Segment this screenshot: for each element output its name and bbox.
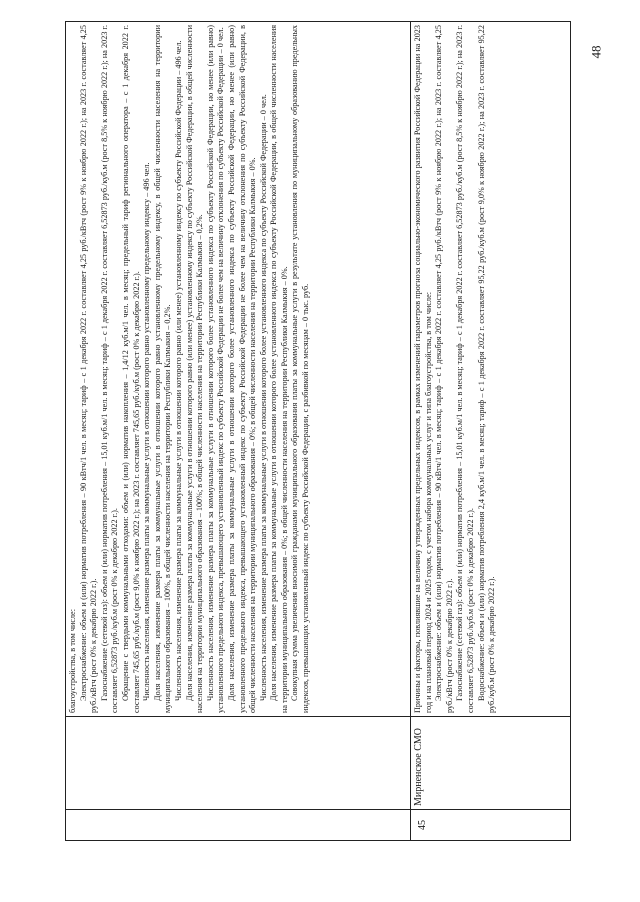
municipality-cell <box>66 717 411 810</box>
paragraph: Газоснабжение (сетевой газ): объем и (или) норматив потребления – 15,01 куб.м/1 чел. в месяц; тариф – с 1 декабря 2022 г. составляет 6,52873 руб./куб.м (рост 8,5% к ноябрю 2022 г.); на 2023 г. составляет 6,52873 руб./куб.м (рост 0% к декабрю 2022 г.). <box>99 25 120 713</box>
paragraph: Численность населения, изменение размера платы за коммунальные услуги в отношении которого равно (или менее) установленному индексу по субъекту Российской Федерации – 496 чел. <box>173 40 183 701</box>
description-cell <box>66 22 411 717</box>
rotated-page-content <box>65 21 570 841</box>
paragraph: благоустройства, в том числе: <box>68 609 77 713</box>
paragraph: Численность населения, изменение размера платы за коммунальные услуги в отношении которого равно установленному предельному индексу – 496 чел. <box>142 162 152 701</box>
paragraph: Газоснабжение (сетевой газ): объем и (или) норматив потребления – 15,01 куб.м/1 чел. в месяц; тариф – с 1 декабря 2022 г. составляет 6,52873 руб./куб.м (рост 8,5% к ноябрю 2022 г.); на 2023 г. составляет 6,52873 руб./куб.м (рост 0% к декабрю 2022 г.). <box>455 25 475 713</box>
paragraph: Электроснабжение: объем и (или) норматив потребления – 90 кВтч/1 чел. в месяц; тариф – с 1 декабря 2022 г. составляет 4,25 руб./кВтч (рост 9% к ноябрю 2022 г.); на 2023 г. составляет 4,25 руб./кВтч (рост 0% к декабрю 2022 г.). <box>78 25 99 713</box>
paragraph: Электроснабжение: объем и (или) норматив потребления – 90 кВтч/1 чел. в месяц; тариф – с 1 декабря 2022 г. составляет 4,25 руб./кВтч (рост 9% к ноябрю 2022 г.); на 2023 г. составляет 4,25 руб./кВтч (рост 0% к декабрю 2022 г.). <box>434 25 454 713</box>
paragraph: Численность населения, изменение размера платы за коммунальные услуги в отношении которого более установленного индекса по субъекту Российской Федерации – 0 чел. <box>258 94 268 701</box>
paragraph: Доля населения, изменение размера платы за коммунальные услуги в отношении которого равно (или менее) установленному индексу по субъекту Российской Федерации, в общей численности населения на территории муниципального образования – 100%; в общей численности населения на территории Республики Калмыкия – 0,2%. <box>184 25 205 713</box>
paragraph: Обращение с твердыми коммунальными отходами: объем и (или) норматив накопления – 1,4/12 куб.м/1 чел. в месяц; предельный тариф регионального оператора – с 1 декабря 2022 г. составляет 745,65 руб./куб.м (рост 9,0% к ноябрю 2022 г.); на 2023 г. составляет 745,65 руб./куб.м (рост 0% к декабрю 2022 г.). <box>120 25 141 713</box>
description-paragraphs <box>413 25 498 713</box>
paragraph: Совокупная сумма увеличения вносимой гражданами муниципального образования платы за коммунальные услуги в результате установления по муниципальному образованию предельных индексов, превышающих установленный индекс по субъекту Российской Федерации, с разбивкой по месяцам – 0 тыс. руб. <box>290 25 311 713</box>
description-cell <box>411 22 571 717</box>
indices-table <box>65 21 571 841</box>
paragraph: Причины и факторы, повлиявшие на величину утвержденных предельных индексов, в рамках изменений параметров прогноза социально-экономического развития Российской Федерации на 2023 год и на плановый период 2024 и 2025 годов, с учетом набора коммунальных услуг и типа благоустройства, в том числе: <box>413 25 433 713</box>
table-row <box>66 22 411 841</box>
page-number: 48 <box>588 45 604 59</box>
paragraph: Доля населения, изменение размера платы за коммунальные услуги в отношении которого более установленного индекса по субъекту Российской Федерации, в общей численности населения на территории муниципального образования – 0%; в общей численности населения на территории Республики Калмыкия – 0%. <box>269 25 289 713</box>
description-paragraphs <box>68 25 312 713</box>
row-number-cell: 45 <box>411 810 571 841</box>
paragraph: Водоснабжение: объем и (или) норматив потребления 2,4 куб.м/1 чел. в месяц; тариф – с 1 декабря 2022 г. составляет 95,22 руб./куб.м (рост 9,0% к ноябрю 2022 г.); на 2023 г. составляет 95,22 руб./куб.м (рост 0% к декабрю 2022 г.). <box>476 25 497 713</box>
paragraph: Доля населения, изменение размера платы за коммунальные услуги в отношении которого равно установленному предельному индексу, в общей численности населения на территории муниципального образования – 100%, в общей численности населения на территории Республики Калмыкия – 0,2%. <box>152 25 173 713</box>
row-number-cell <box>66 810 411 841</box>
paragraph: Доля населения, изменение размера платы за коммунальные услуги в отношении которого более установленного индекса по субъекту Российской Федерации, но менее (или равно) установленного предельного индекса, превышающего установленный индекс по субъекту Российской Федерации не более чем на величину отклонения по субъекту Российской Федерации, в общей численности населения на территории муниципального образования – 0%; в общей численности населения на территории Республики Калмыкия – 0%. <box>226 25 258 713</box>
paragraph: Численность населения, изменение размера платы за коммунальные услуги в отношении которого более установленного индекса по субъекту Российской Федерации, но менее (или равно) установленного предельного индекса, превышающего установленный индекс по субъекту Российской Федерации не более чем на величину отклонения по субъекту Российской Федерации – 0 чел. <box>205 25 226 713</box>
table-row <box>411 22 571 841</box>
municipality-cell: Мирненское СМО <box>411 717 571 810</box>
